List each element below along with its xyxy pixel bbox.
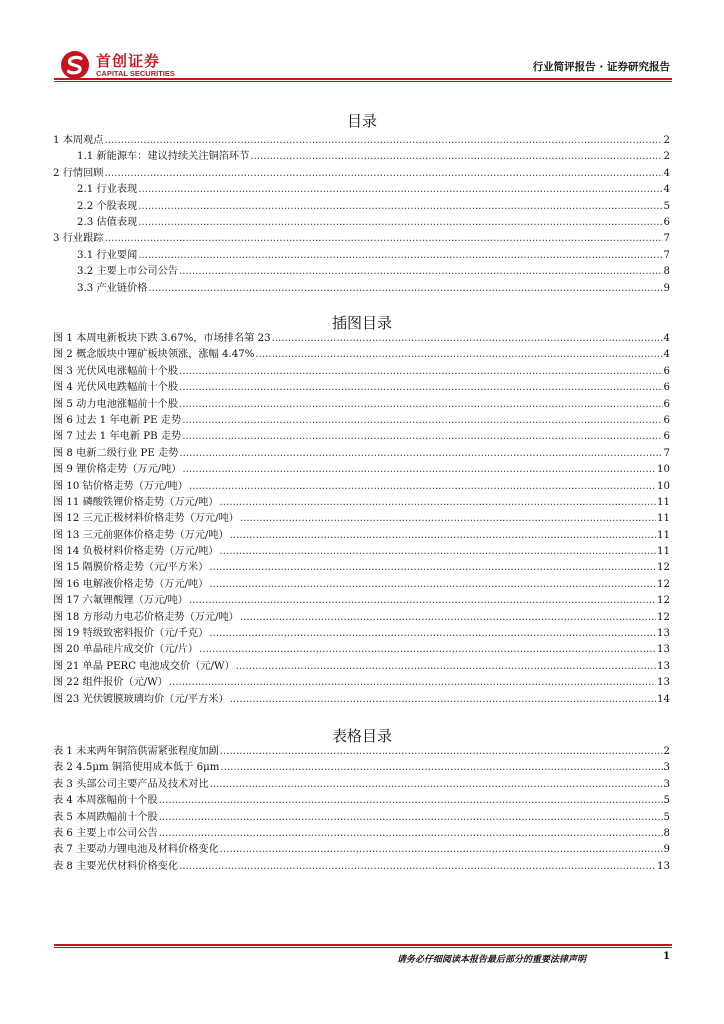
table-entry[interactable]	[53, 826, 670, 842]
logo-mark-icon	[60, 50, 90, 80]
leader-dots	[189, 479, 656, 495]
figure-entry-label: 图 23 光伏镀膜玻璃均价（元/平方米）	[53, 693, 229, 705]
toc-entry-page: 4	[663, 184, 670, 196]
toc-entry-page: 4	[663, 167, 670, 179]
toc-entry[interactable]	[53, 281, 670, 297]
figure-entry[interactable]	[53, 642, 670, 658]
company-logo	[60, 50, 190, 80]
figure-entry[interactable]	[53, 659, 670, 675]
leader-dots	[240, 610, 656, 626]
leader-dots	[169, 675, 656, 691]
leader-dots	[182, 429, 662, 445]
figure-entry-page: 11	[657, 513, 670, 525]
toc-entry[interactable]	[53, 215, 670, 231]
figure-entry-page: 11	[657, 496, 670, 508]
leader-dots	[236, 659, 656, 675]
leader-dots	[159, 826, 663, 842]
leader-dots	[220, 544, 657, 560]
toc-entry[interactable]	[53, 133, 670, 149]
table-entry[interactable]	[53, 859, 670, 875]
figure-entry-page: 4	[663, 333, 670, 344]
figure-entry-page: 12	[657, 578, 670, 590]
leader-dots	[159, 810, 663, 826]
figure-entry[interactable]	[53, 429, 670, 445]
leader-dots	[220, 760, 662, 776]
leader-dots	[138, 199, 662, 215]
toc-entry[interactable]	[53, 248, 670, 264]
table-entry[interactable]	[53, 793, 670, 809]
figure-entry-label: 图 21 单晶 PERC 电池成交价（元/W）	[53, 660, 235, 672]
table-entry-page: 13	[657, 860, 670, 872]
leader-dots	[148, 281, 662, 297]
toc-title: 目录	[346, 112, 377, 130]
leader-dots	[179, 380, 662, 396]
toc-entry-label: 1 本周观点	[53, 135, 104, 146]
figure-entry-page: 14	[657, 693, 670, 705]
figure-entry[interactable]	[53, 364, 670, 380]
figure-entry[interactable]	[53, 413, 670, 429]
figure-entry-label: 图 5 动力电池涨幅前十个股	[53, 398, 179, 410]
leader-dots	[104, 133, 662, 149]
leader-dots	[179, 364, 662, 380]
table-entry-page: 3	[663, 778, 670, 790]
table-entry-page: 8	[663, 827, 670, 839]
figure-entry-label: 图 1 本周电新板块下跌 3.67%，市场排名第 23	[53, 333, 271, 344]
toc-entry-page: 2	[663, 151, 670, 163]
table-entry-label: 表 2 4.5μm 铜箔使用成本低于 6μm	[53, 762, 220, 774]
figure-entry-label: 图 9 锂价格走势（万元/吨）	[53, 464, 182, 476]
table-entry[interactable]	[53, 777, 670, 793]
figure-entry-page: 10	[657, 464, 670, 476]
table-entry-label: 表 7 主要动力锂电池及材料价格变化	[53, 844, 219, 856]
figure-entry[interactable]	[53, 675, 670, 691]
toc-entry[interactable]	[53, 149, 670, 165]
leader-dots	[182, 413, 662, 429]
toc-entry[interactable]	[53, 231, 670, 247]
leader-dots	[220, 842, 663, 858]
figure-entry-label: 图 22 组件报价（元/W）	[53, 677, 168, 689]
footer-divider-thin	[54, 947, 672, 948]
table-entry-label: 表 8 主要光伏材料价格变化	[53, 860, 179, 872]
figure-entry[interactable]	[53, 495, 670, 511]
figure-entry-label: 图 16 电解液价格走势（万元/吨）	[53, 578, 209, 590]
figure-entry[interactable]	[53, 347, 670, 363]
figures-list	[53, 331, 670, 708]
toc-entry-label: 2.3 估值表现	[77, 216, 138, 228]
toc-entry-label: 2.1 行业表现	[77, 184, 138, 196]
table-entry-page: 2	[663, 746, 670, 757]
figure-entry[interactable]	[53, 577, 670, 593]
toc-list	[53, 133, 670, 297]
logo-chinese-name: 首创证券	[96, 52, 161, 70]
figure-entry-page: 6	[663, 431, 670, 443]
figure-entry-label: 图 12 三元正极材料价格走势（万元/吨）	[53, 513, 239, 525]
leader-dots	[240, 511, 656, 527]
figure-entry-page: 13	[657, 660, 670, 672]
leader-dots	[230, 528, 656, 544]
table-entry[interactable]	[53, 760, 670, 776]
figure-entry-label: 图 3 光伏风电涨幅前十个股	[53, 365, 179, 377]
figure-entry[interactable]	[53, 626, 670, 642]
leader-dots	[179, 859, 656, 875]
leader-dots	[209, 577, 656, 593]
leader-dots	[220, 495, 657, 511]
figure-entry-page: 6	[663, 382, 670, 394]
figure-entry-page: 6	[663, 414, 670, 426]
table-entry-label: 表 5 本周跌幅前十个股	[53, 811, 158, 823]
toc-entry-label: 3 行业跟踪	[53, 233, 104, 245]
table-entry-page: 5	[663, 811, 670, 823]
table-entry[interactable]	[53, 810, 670, 826]
figure-entry[interactable]	[53, 610, 670, 626]
figure-entry-page: 11	[657, 546, 670, 558]
table-entry[interactable]	[53, 842, 670, 858]
figure-entry[interactable]	[53, 331, 670, 347]
toc-entry[interactable]	[53, 199, 670, 215]
figure-entry[interactable]	[53, 380, 670, 396]
figure-entry-label: 图 15 隔膜价格走势（元/平方米）	[53, 562, 209, 574]
leader-dots	[179, 397, 662, 413]
leader-dots	[138, 182, 662, 198]
toc-entry-label: 3.2 主要上市公司公告	[77, 266, 178, 278]
leader-dots	[179, 264, 663, 280]
figure-entry-label: 图 10 钴价格走势（万元/吨）	[53, 480, 188, 492]
leader-dots	[230, 692, 656, 708]
figure-entry-label: 图 20 单晶硅片成交价（元/片）	[53, 644, 199, 656]
leader-dots	[159, 793, 663, 809]
toc-entry-page: 8	[663, 266, 670, 278]
figure-entry-label: 图 8 电新二级行业 PE 走势	[53, 447, 179, 459]
tables-list	[53, 744, 670, 875]
toc-entry-page: 5	[663, 200, 670, 212]
figure-entry-label: 图 11 磷酸铁锂价格走势（万元/吨）	[53, 496, 219, 508]
toc-entry-page: 7	[663, 249, 670, 261]
table-entry-page: 5	[663, 795, 670, 807]
figure-entry-label: 图 4 光伏风电跌幅前十个股	[53, 382, 179, 394]
figure-entry[interactable]	[53, 479, 670, 495]
figure-entry-page: 10	[657, 480, 670, 492]
logo-english-name: CAPITAL SECURITIES	[96, 69, 175, 78]
leader-dots	[138, 248, 662, 264]
leader-dots	[272, 331, 663, 347]
figure-entry-page: 13	[657, 644, 670, 656]
page-number: 1	[663, 951, 670, 962]
figure-entry-label: 图 13 三元前驱体价格走势（万元/吨）	[53, 529, 229, 541]
figures-title: 插图目录	[331, 314, 392, 332]
toc-entry[interactable]	[53, 264, 670, 280]
table-entry-page: 9	[663, 844, 670, 856]
report-type: 行业简评报告 · 证券研究报告	[532, 61, 670, 73]
toc-entry-page: 6	[663, 216, 670, 228]
table-entry-label: 表 4 本周涨幅前十个股	[53, 795, 158, 807]
figure-entry-page: 12	[657, 595, 670, 607]
toc-entry-label: 2 行情回顾	[53, 167, 104, 179]
header-divider	[54, 78, 672, 80]
table-entry-label: 表 3 头部公司主要产品及技术对比	[53, 778, 209, 790]
figure-entry-label: 图 19 特级致密料报价（元/千克）	[53, 628, 209, 640]
figure-entry-page: 13	[657, 677, 670, 689]
figure-entry-label: 图 17 六氟锂酸锂（万元/吨）	[53, 595, 188, 607]
table-entry-label: 表 6 主要上市公司公告	[53, 827, 158, 839]
figure-entry-label: 图 6 过去 1 年电新 PE 走势	[53, 414, 182, 426]
figure-entry[interactable]	[53, 544, 670, 560]
leader-dots	[189, 593, 656, 609]
leader-dots	[199, 642, 656, 658]
toc-entry-label: 1.1 新能源车：建议持续关注铜箔环节	[77, 151, 250, 163]
toc-entry-label: 3.1 行业要闻	[77, 249, 138, 261]
figure-entry-page: 13	[657, 628, 670, 640]
figure-entry[interactable]	[53, 446, 670, 462]
toc-entry-page: 9	[663, 282, 670, 294]
figure-entry-label: 图 18 方形动力电芯价格走势（万元/吨）	[53, 611, 239, 623]
tables-title: 表格目录	[331, 727, 392, 745]
figure-entry-page: 6	[663, 398, 670, 410]
leader-dots	[209, 560, 656, 576]
leader-dots	[182, 462, 656, 478]
table-entry[interactable]	[53, 744, 670, 760]
figure-entry[interactable]	[53, 692, 670, 708]
figure-entry-label: 图 7 过去 1 年电新 PB 走势	[53, 431, 182, 443]
table-entry-page: 3	[663, 762, 670, 774]
toc-entry-page: 2	[663, 135, 670, 146]
figure-entry-page: 7	[663, 447, 670, 459]
figure-entry-page: 6	[663, 365, 670, 377]
toc-entry-label: 2.2 个股表现	[77, 200, 138, 212]
figure-entry-page: 12	[657, 611, 670, 623]
leader-dots	[209, 626, 656, 642]
toc-entry[interactable]	[53, 182, 670, 198]
leader-dots	[179, 446, 662, 462]
leader-dots	[210, 777, 663, 793]
leader-dots	[220, 744, 663, 760]
figure-entry-label: 图 2 概念版块中锂矿板块领涨，涨幅 4.47%	[53, 349, 255, 361]
figure-entry[interactable]	[53, 560, 670, 576]
toc-entry-label: 3.3 产业链价格	[77, 282, 148, 294]
leader-dots	[104, 231, 662, 247]
figure-entry-page: 11	[657, 529, 670, 541]
figure-entry[interactable]	[53, 397, 670, 413]
figure-entry-page: 4	[663, 349, 670, 361]
legal-disclaimer: 请务必仔细阅读本报告最后部分的重要法律声明	[396, 955, 586, 965]
leader-dots	[138, 215, 662, 231]
figure-entry-label: 图 14 负极材料价格走势（万元/吨）	[53, 546, 219, 558]
leader-dots	[255, 347, 662, 363]
header-divider-thin	[54, 81, 672, 82]
figure-entry[interactable]	[53, 593, 670, 609]
toc-entry-page: 7	[663, 233, 670, 245]
figure-entry[interactable]	[53, 528, 670, 544]
page-header	[0, 0, 724, 84]
toc-entry[interactable]	[53, 166, 670, 182]
figure-entry[interactable]	[53, 511, 670, 527]
footer-divider	[54, 944, 672, 946]
table-entry-label: 表 1 未来两年铜箔供需紧张程度加剧	[53, 746, 219, 757]
leader-dots	[104, 166, 662, 182]
figure-entry-page: 12	[657, 562, 670, 574]
leader-dots	[250, 149, 662, 165]
figure-entry[interactable]	[53, 462, 670, 478]
